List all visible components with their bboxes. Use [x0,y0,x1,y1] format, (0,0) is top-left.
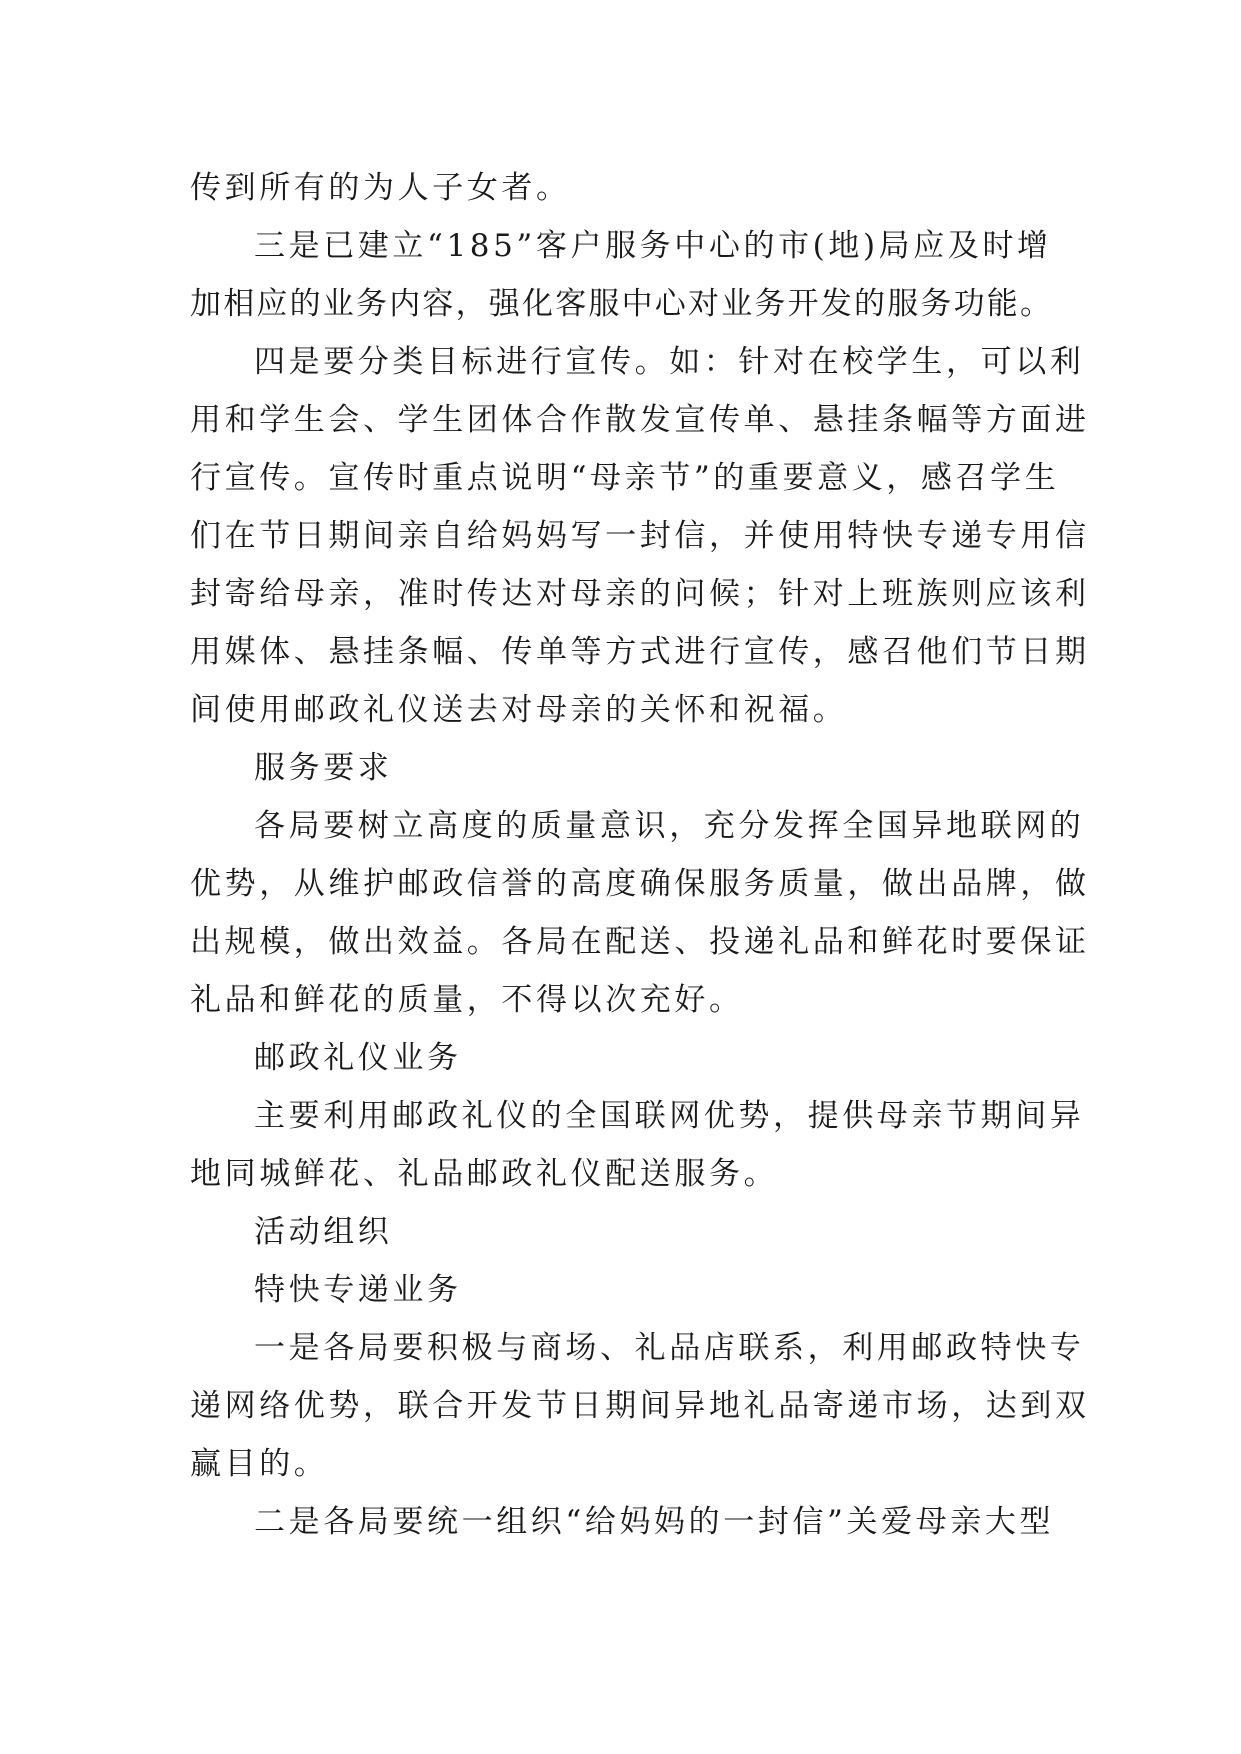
text-line: 递网络优势，联合开发节日期间异地礼品寄递市场，达到双 [190,1388,1090,1424]
section-heading: 特快专递业务 [254,1272,462,1308]
text-line: 各局要树立高度的质量意识，充分发挥全国异地联网的 [254,808,1085,844]
text-line: 出规模，做出效益。各局在配送、投递礼品和鲜花时要保证 [190,924,1090,960]
text-line: 二是各局要统一组织“给妈妈的一封信”关爱母亲大型 [254,1504,1055,1540]
text-line: 礼品和鲜花的质量，不得以次充好。 [190,982,744,1018]
text-line: 四是要分类目标进行宣传。如：针对在校学生，可以利 [254,344,1085,380]
section-heading: 活动组织 [254,1214,393,1250]
text-line: 赢目的。 [190,1446,329,1482]
text-line: 加相应的业务内容，强化客服中心对业务开发的服务功能。 [190,286,1054,322]
text-line: 一是各局要积极与商场、礼品店联系，利用邮政特快专 [254,1330,1085,1366]
text-line: 行宣传。宣传时重点说明“母亲节”的重要意义，感召学生 [190,460,1060,496]
text-line: 们在节日期间亲自给妈妈写一封信，并使用特快专递专用信 [190,518,1090,554]
text-line: 主要利用邮政礼仪的全国联网优势，提供母亲节期间异 [254,1098,1085,1134]
section-heading: 服务要求 [254,750,393,786]
text-line: 间使用邮政礼仪送去对母亲的关怀和祝福。 [190,692,848,728]
text-line: 封寄给母亲，准时传达对母亲的问候；针对上班族则应该利 [190,576,1090,612]
text-line: 用和学生会、学生团体合作散发宣传单、悬挂条幅等方面进 [190,402,1090,438]
text-line: 三是已建立“185”客户服务中心的市(地)局应及时增 [254,228,1052,264]
text-line: 优势，从维护邮政信誉的高度确保服务质量，做出品牌，做 [190,866,1090,902]
text-line: 地同城鲜花、礼品邮政礼仪配送服务。 [190,1156,779,1192]
section-heading: 邮政礼仪业务 [254,1040,462,1076]
text-line: 传到所有的为人子女者。 [190,170,571,206]
text-line: 用媒体、悬挂条幅、传单等方式进行宣传，感召他们节日期 [190,634,1090,670]
